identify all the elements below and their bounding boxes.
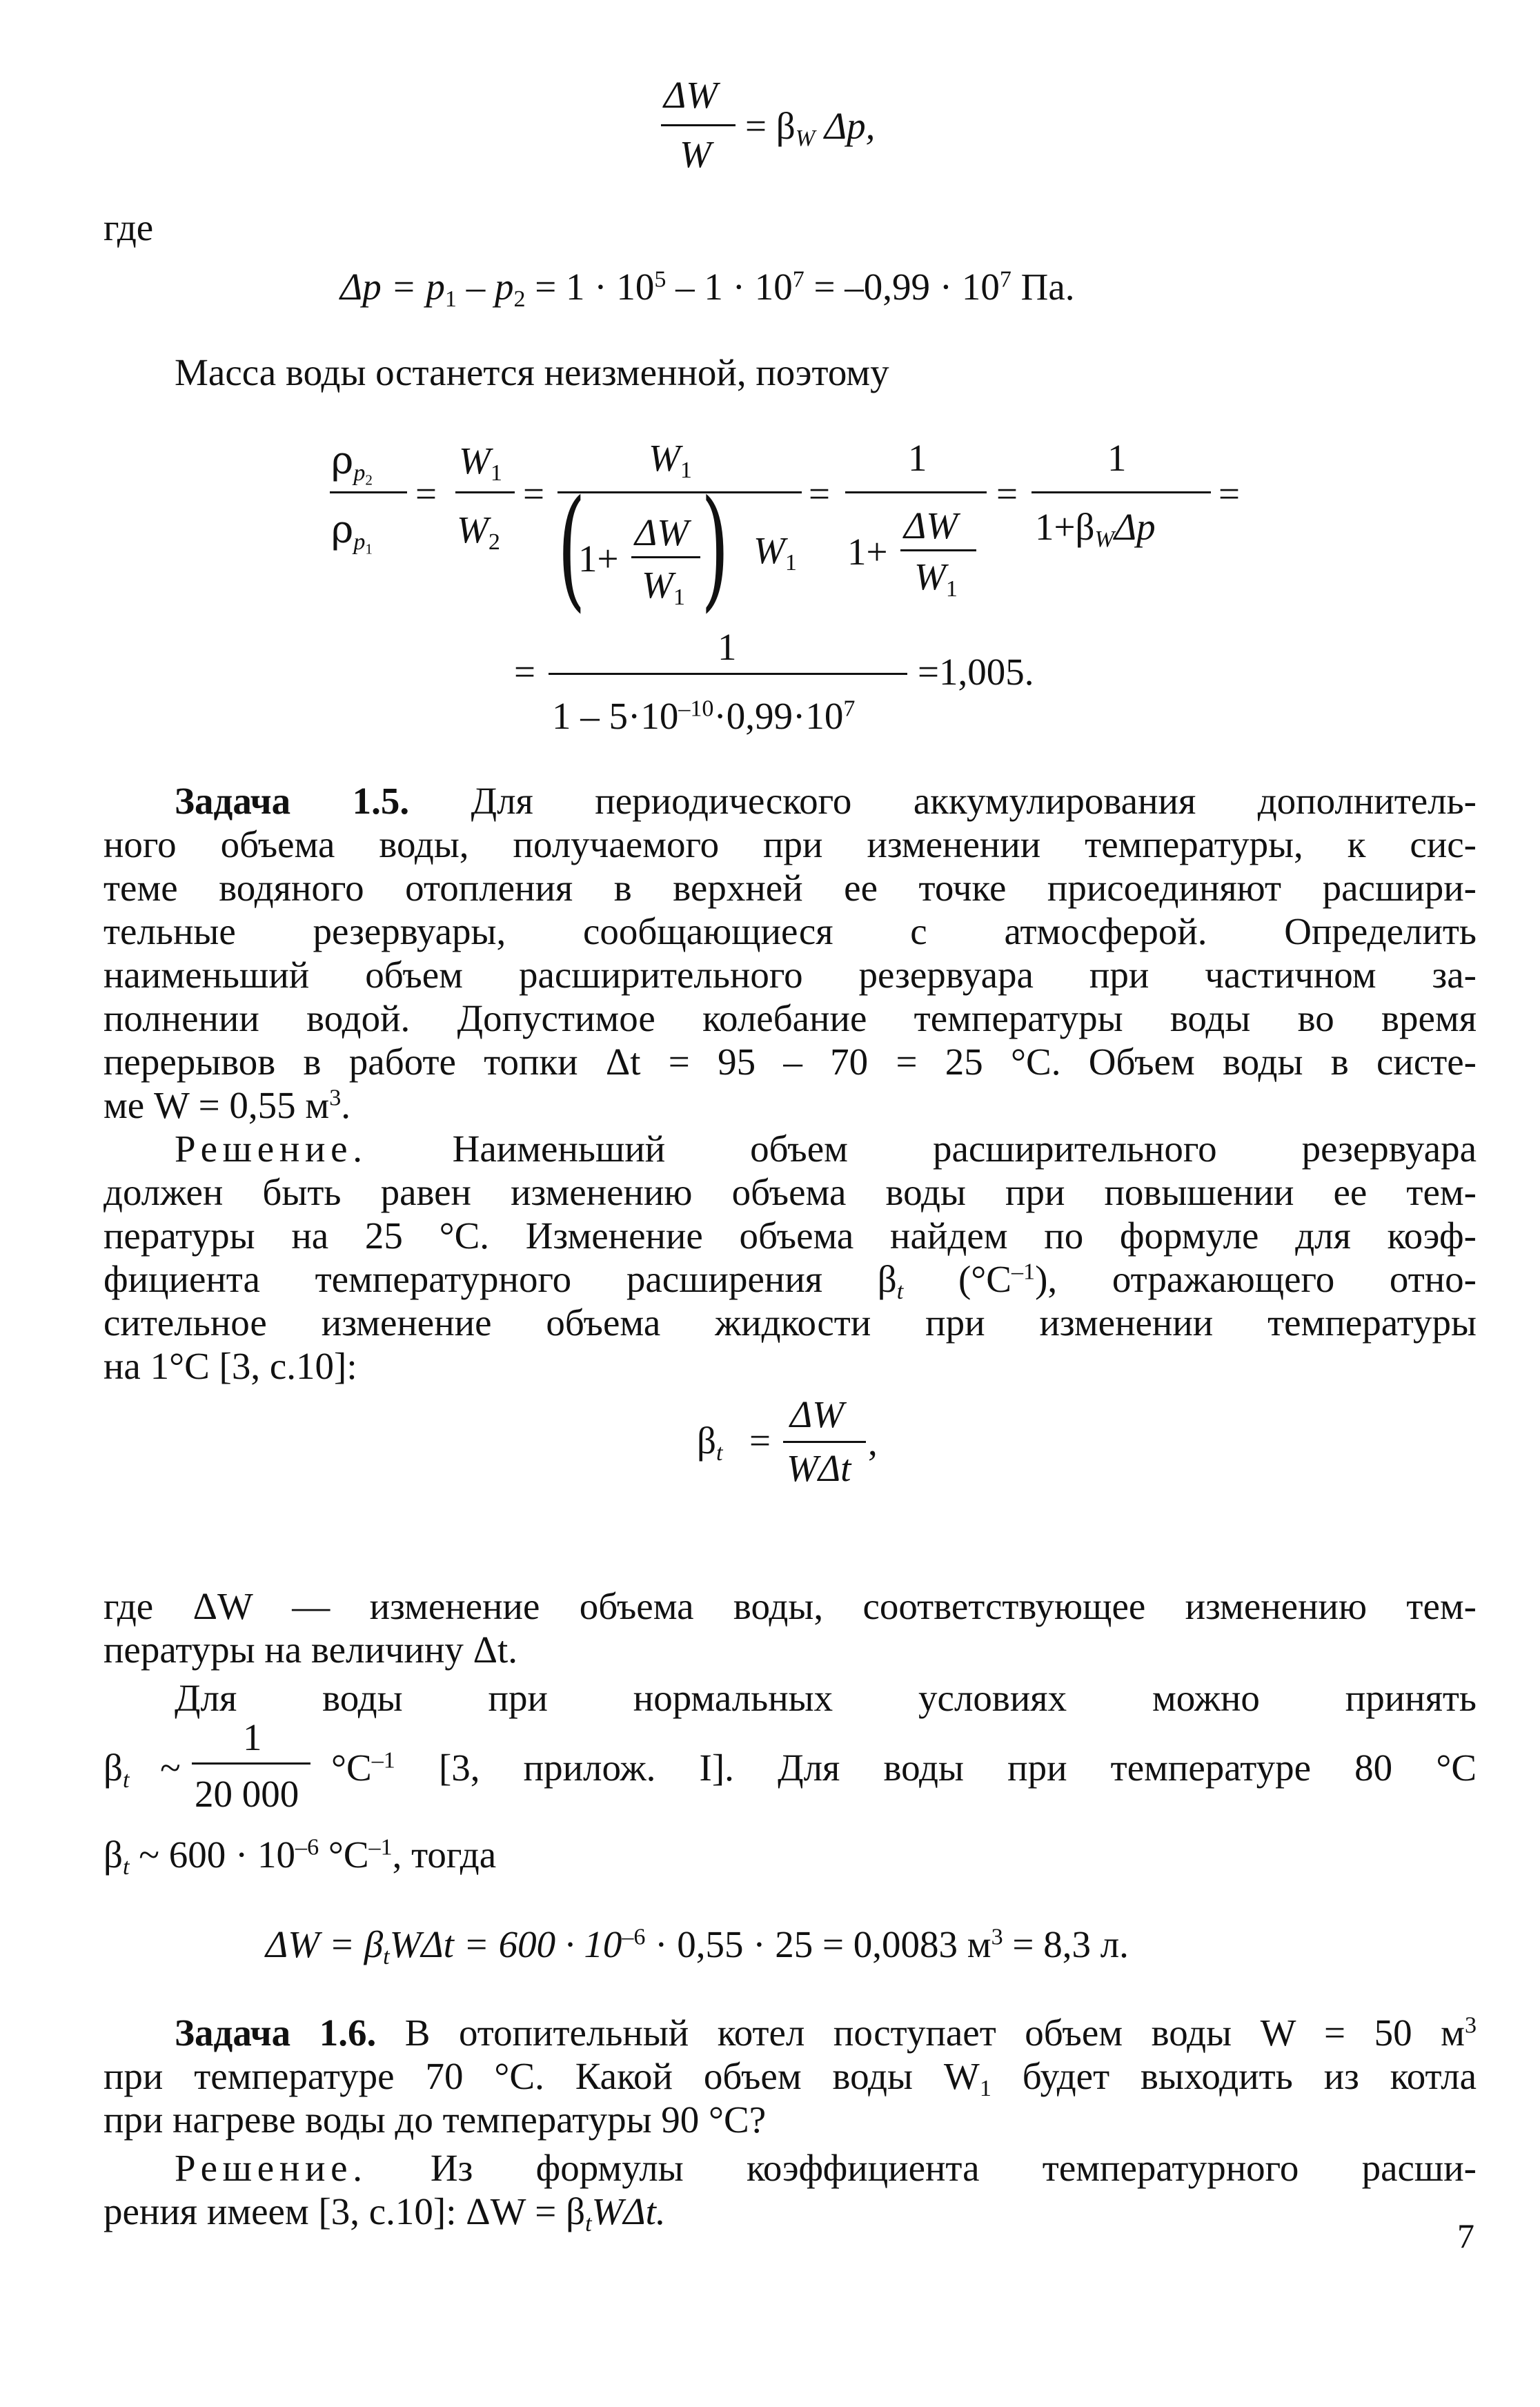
one-num-3: 1 <box>1107 437 1127 479</box>
w1-num2: W <box>649 437 680 479</box>
solution-1-5-line: фициента температурного расширения β <box>103 1258 897 1300</box>
rho-top-p: p <box>353 460 366 487</box>
eq-dp-e3: 7 <box>999 266 1011 293</box>
task-1-5-cube: 3 <box>329 1085 342 1111</box>
fraction-bar <box>455 491 515 493</box>
w1-num: W <box>459 440 491 482</box>
line3-exp2: –1 <box>368 1834 393 1860</box>
eq-dw-b: WΔt = 600 · 10 <box>389 1923 622 1965</box>
eq-dp-e2: 7 <box>792 266 804 293</box>
task-1-6-line3: при нагреве воды до температуры 90 °С? <box>103 2099 767 2141</box>
eq-sign: = <box>996 473 1018 515</box>
beta-den-sub: W <box>1094 527 1114 553</box>
solution-1-6-line1: Из формулы коэффициента температурного расши- <box>430 2147 1477 2189</box>
normal-num: 1 <box>243 1716 262 1758</box>
dw-num-2: ΔW <box>904 504 958 547</box>
solution-1-5-label: Решение. <box>175 1128 368 1170</box>
beta-num: ΔW <box>790 1393 845 1435</box>
fraction-bar <box>631 556 700 558</box>
eq-dp-mid: – p <box>456 266 514 308</box>
beta-den-dp: Δp <box>1114 506 1156 548</box>
w1-den-inner-sub: 1 <box>673 584 685 611</box>
eq-dw-a: ΔW = β <box>266 1923 384 1965</box>
one-plus: 1+ <box>578 538 619 580</box>
fraction-bar <box>549 673 907 675</box>
final-e2: 7 <box>843 696 856 722</box>
one-num: 1 <box>908 437 927 479</box>
line3-exp: –6 <box>295 1834 319 1860</box>
eq-dp-eq1: = 1 · 10 <box>525 266 655 308</box>
eq-top-den: W <box>680 133 711 175</box>
eq-dp-s1: 1 <box>444 286 457 313</box>
solution-1-6-sub: t <box>585 2211 592 2237</box>
final-den: 1 – 5·10 <box>552 695 679 737</box>
w1-after: W <box>753 529 785 571</box>
task-1-5-line: Для периодического аккумулирования дополнитель- <box>471 780 1477 822</box>
normal-den: 20 000 <box>195 1773 299 1815</box>
rho-bot-p: p <box>353 529 366 556</box>
eq-dp-s2: 2 <box>513 286 526 313</box>
final-mid: ·0,99·10 <box>713 695 844 737</box>
beta-den: 1+β <box>1035 506 1095 548</box>
task-1-5-line: ме W = 0,55 м <box>103 1084 330 1126</box>
task-1-6-line2a: при температуре 70 °С. Какой объем воды W <box>103 2055 980 2097</box>
solution-1-5-line: пературы на 25 °С. Изменение объема найдем по формуле для коэф- <box>103 1215 1477 1257</box>
eq-dw-exp2: 3 <box>991 1924 1003 1950</box>
eq-dp-mid2: – 1 · 10 <box>666 266 793 308</box>
fraction-bar <box>845 491 987 493</box>
solution-1-6-line2 <box>103 2190 666 2237</box>
line3-c: °С <box>319 1834 369 1876</box>
mass-text: Масса воды останется неизменной, поэтому <box>175 351 889 393</box>
normal-tilde: ~ <box>160 1747 181 1789</box>
one-plus-2: 1+ <box>847 531 888 573</box>
fraction-bar <box>330 491 407 493</box>
beta-eq: = <box>749 1419 771 1462</box>
normal-beta: β <box>103 1747 123 1789</box>
rho-top: ρ <box>331 438 354 482</box>
one-num-4: 1 <box>718 626 737 668</box>
solution-1-5-line4-tail: (°С <box>903 1258 1011 1300</box>
task-1-5-line: тельные резервуары, сообщающиеся с атмосферой. Определить <box>103 910 1477 952</box>
task-1-6-line1: В отопительный котел поступает объем воды W = 50 м <box>404 2012 1465 2054</box>
task-1-6-line2-sub: 1 <box>979 2076 991 2102</box>
normal-line-1: Для воды при нормальных условиях можно принять <box>175 1677 1477 1719</box>
solution-1-6-label: Решение. <box>175 2147 368 2189</box>
rho-bot: ρ <box>331 507 354 551</box>
solution-1-5-line: Наименьший объем расширительного резервуара <box>452 1128 1477 1170</box>
eq-dp-mid3: = –0,99 · 10 <box>804 266 1000 308</box>
eq-sign: = <box>415 473 437 515</box>
fraction-bar <box>1031 491 1211 493</box>
line3-beta: β <box>103 1834 123 1876</box>
eq-dw-exp: –6 <box>622 1924 646 1950</box>
solution-1-5-sub: t <box>896 1279 904 1305</box>
w1-after-sub: 1 <box>784 550 797 576</box>
w2-den-sub: 2 <box>488 529 500 556</box>
final-e1: –10 <box>678 696 714 722</box>
w1-den-2-sub: 1 <box>945 576 958 602</box>
solution-1-6-line2a: рения имеем [3, с.10]: ΔW = β <box>103 2190 586 2232</box>
task-1-5-end: . <box>341 1084 351 1126</box>
solution-1-5-line-4 <box>103 1258 1477 1305</box>
fraction-bar <box>557 491 802 493</box>
page-number: 7 <box>1457 2217 1474 2255</box>
normal-ref: [3, прилож. I]. Для воды при температуре 80 °С <box>438 1747 1477 1789</box>
eq-top-num: ΔW <box>664 74 718 116</box>
paren-right: ) <box>701 472 729 625</box>
solution-1-5-line4-exp: –1 <box>1011 1259 1036 1285</box>
normal-unit-exp: –1 <box>371 1747 395 1774</box>
where-dw-line: пературы на величину Δt. <box>103 1629 518 1671</box>
paren-left: ( <box>557 472 586 625</box>
rho-top-s: 2 <box>365 471 373 489</box>
dw-num: ΔW <box>635 511 689 553</box>
line3-d: , тогда <box>392 1834 497 1876</box>
line3-b: ~ 600 · 10 <box>129 1834 296 1876</box>
where-dw-line: где ΔW — изменение объема воды, соответствующее изменению тем- <box>103 1585 1477 1627</box>
task-1-6-line2b: будет выходить из котла <box>991 2055 1477 2097</box>
eq-dp-tail: Па. <box>1011 266 1075 308</box>
eq-dw-sub: t <box>383 1944 390 1970</box>
beta-comma: , <box>868 1421 878 1463</box>
equation-dw <box>266 1923 1129 1970</box>
w1-den-2: W <box>914 556 946 598</box>
w2-den: W <box>457 509 488 551</box>
beta-sym-sub: t <box>715 1440 723 1466</box>
solution-1-5-line: сительное изменение объема жидкости при изменении температуры <box>103 1301 1477 1344</box>
w1-num2-sub: 1 <box>680 458 692 484</box>
solution-1-5-line: должен быть равен изменению объема воды при повышении ее тем- <box>103 1171 1477 1213</box>
normal-line-3 <box>103 1834 497 1880</box>
task-1-5-line: полнении водой. Допустимое колебание температуры воды во время <box>103 997 1477 1039</box>
task-1-5-line: перерывов в работе топки Δt = 95 – 70 = 25 °С. Объем воды в систе- <box>103 1041 1477 1083</box>
normal-beta-sub: t <box>122 1767 130 1794</box>
eq-sign: = <box>523 473 545 515</box>
solution-1-6-line2b: WΔt. <box>591 2190 666 2232</box>
eq-dw-c: · 0,55 · 25 = 0,0083 м <box>645 1923 991 1965</box>
eq-sign: = <box>809 473 831 515</box>
eq-dw-d: = 8,3 л. <box>1003 1923 1129 1965</box>
fraction-bar <box>661 124 736 126</box>
normal-unit: °С <box>331 1747 372 1789</box>
fraction-bar <box>192 1762 310 1765</box>
w1-num-sub: 1 <box>490 460 502 487</box>
eq-top-rhs-tail: Δp, <box>815 105 876 147</box>
beta-den: WΔt <box>787 1447 851 1489</box>
solution-1-5-line4-end: ), отражающего отно- <box>1035 1258 1477 1300</box>
task-1-5-line: теме водяного отопления в верхней ее точке присоединяют расшири- <box>103 867 1477 909</box>
solution-1-5-line: на 1°С [3, с.10]: <box>103 1345 357 1387</box>
beta-sym: β <box>697 1419 716 1462</box>
eq-dp-e1: 5 <box>654 266 667 293</box>
eq-sign: = <box>514 651 536 693</box>
equation-dp <box>340 266 1075 313</box>
eq-dp-lhs: Δp = p <box>340 266 445 308</box>
eq-sign: = <box>1218 473 1241 515</box>
word-gde-1: где <box>103 206 154 248</box>
final-result: =1,005. <box>918 651 1034 693</box>
task-1-5-label: Задача 1.5. <box>175 780 410 822</box>
fraction-bar <box>900 549 976 551</box>
eq-top-rhs-sub: W <box>795 126 816 152</box>
task-1-5-line: ного объема воды, получаемого при изменении температуры, к сис- <box>103 823 1477 865</box>
fraction-bar <box>783 1441 866 1443</box>
rho-bot-s: 1 <box>365 540 373 558</box>
task-1-6-line2 <box>103 2055 1477 2102</box>
line3-sub: t <box>122 1854 130 1880</box>
task-1-5-line: наименьший объем расширительного резервуара при частичном за- <box>103 954 1477 996</box>
w1-den-inner: W <box>642 564 673 606</box>
eq-top-rhs: = β <box>745 105 796 147</box>
task-1-6-label: Задача 1.6. <box>175 2012 377 2054</box>
task-1-6-exp: 3 <box>1464 2012 1477 2038</box>
